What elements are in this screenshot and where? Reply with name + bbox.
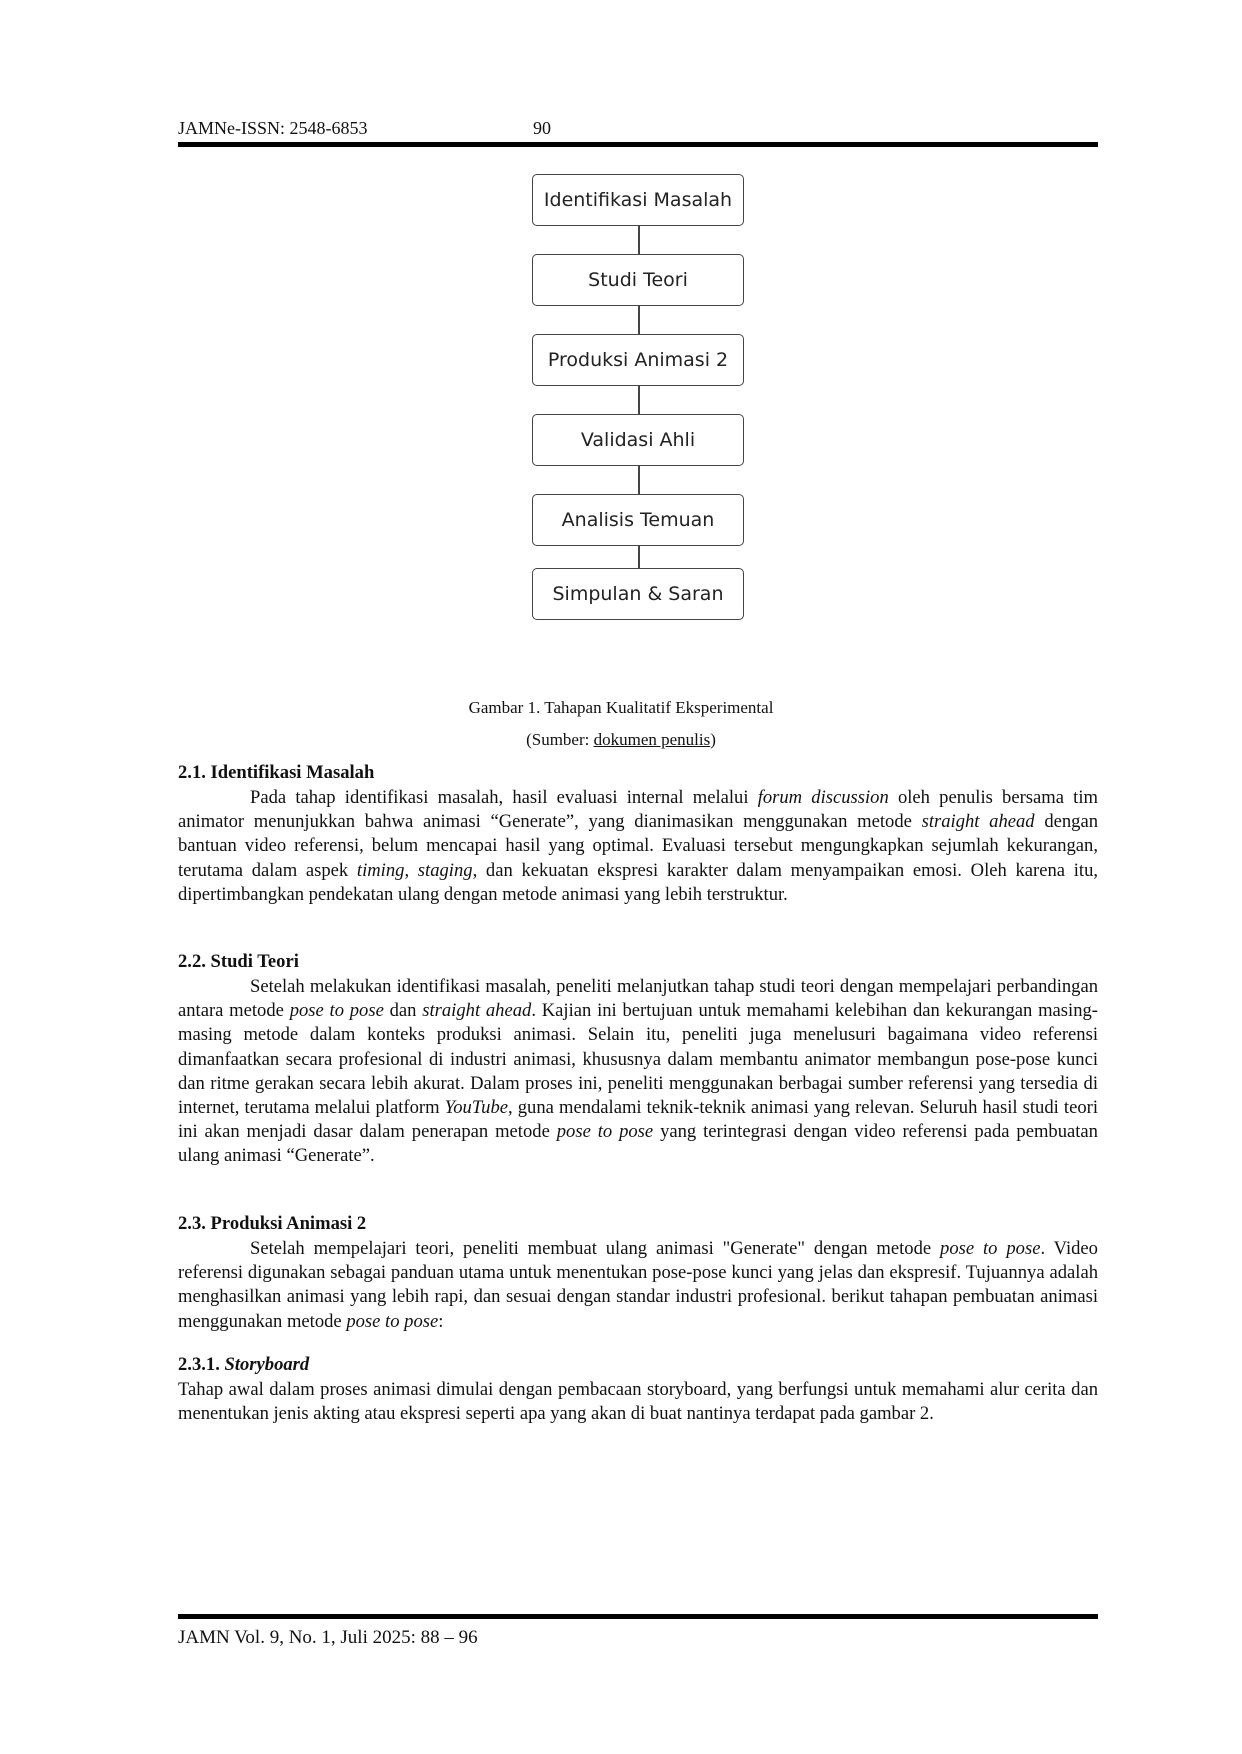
journal-issn: JAMNe-ISSN: 2548-6853 [178,118,368,138]
paragraph-2-2: Setelah melakukan identifikasi masalah, peneliti melanjutkan tahap studi teori dengan mempelajari perbandingan antara metode pose to pose dan straight ahead. Kajian ini bertujuan untuk memahami kelebihan dan kekurangan masing-masing metode dalam konteks produksi animasi. Selain itu, peneliti juga menelusuri bagaimana video referensi dimanfaatkan secara profesional di industri animasi, khususnya dalam membantu animator membangun pose-pose kunci dan ritme gerakan secara lebih akurat. Dalam proses ini, peneliti menggunakan berbagai sumber referensi yang tersedia di internet, terutama melalui platform YouTube, guna mendalami teknik-teknik animasi yang relevan. Seluruh hasil studi teori ini akan menjadi dasar dalam penerapan metode pose to pose yang terintegrasi dengan video referensi pada pembuatan ulang animasi “Generate”. [178,976,1098,1167]
paragraph-2-3: Setelah mempelajari teori, peneliti membuat ulang animasi "Generate" dengan metode pose to pose. Video referensi digunakan sebagai panduan utama untuk menentukan pose-pose kunci yang jelas dan ekspresif. Tujuannya adalah menghasilkan animasi yang lebih rapi, dan sesuai dengan standar industri profesional. berikut tahapan pembuatan animasi menggunakan metode pose to pose: [178,1238,1098,1332]
flow-connector [638,466,640,494]
flow-connector [638,386,640,414]
flow-step-simpulan: Simpulan & Saran [532,568,744,620]
heading-2-3: 2.3. Produksi Animasi 2 [178,1213,367,1234]
footer-rule [178,1614,1098,1619]
heading-2-1: 2.1. Identifikasi Masalah [178,762,375,783]
header-rule [178,142,1098,147]
flow-step-studi-teori: Studi Teori [532,254,744,306]
flow-connector [638,546,640,568]
flow-step-analisis: Analisis Temuan [532,494,744,546]
flow-step-identifikasi: Identifikasi Masalah [532,174,744,226]
page-number: 90 [533,118,551,138]
footer-citation: JAMN Vol. 9, No. 1, Juli 2025: 88 – 96 [178,1627,478,1648]
flow-connector [638,306,640,334]
paragraph-2-3-1: Tahap awal dalam proses animasi dimulai dengan pembacaan storyboard, yang berfungsi untuk memahami alur cerita dan menentukan jenis akting atau ekspresi seperti apa yang akan di buat nantinya terdapat pada gambar 2. [178,1379,1098,1425]
page-footer [178,1614,1098,1649]
paragraph-2-1: Pada tahap identifikasi masalah, hasil evaluasi internal melalui forum discussion oleh penulis bersama tim animator menunjukkan bahwa animasi “Generate”, yang dianimasikan menggunakan metode straight ahead dengan bantuan video referensi, belum mencapai hasil yang optimal. Evaluasi tersebut mengungkapkan sejumlah kekurangan, terutama dalam aspek timing, staging, dan kekuatan ekspresi karakter dalam menyampaikan emosi. Oleh karena itu, dipertimbangkan pendekatan ulang dengan metode animasi yang lebih terstruktur. [178,787,1099,905]
figure-source: (Sumber: dokumen penulis) [526,730,716,749]
flow-connector [638,226,640,254]
heading-2-3-1: 2.3.1. Storyboard [178,1354,310,1375]
page-header [178,118,1098,148]
heading-2-2: 2.2. Studi Teori [178,951,299,972]
flow-step-produksi: Produksi Animasi 2 [532,334,744,386]
source-link[interactable]: dokumen penulis [593,730,711,749]
figure-caption: Gambar 1. Tahapan Kualitatif Eksperimental [468,698,774,717]
flow-step-validasi: Validasi Ahli [532,414,744,466]
